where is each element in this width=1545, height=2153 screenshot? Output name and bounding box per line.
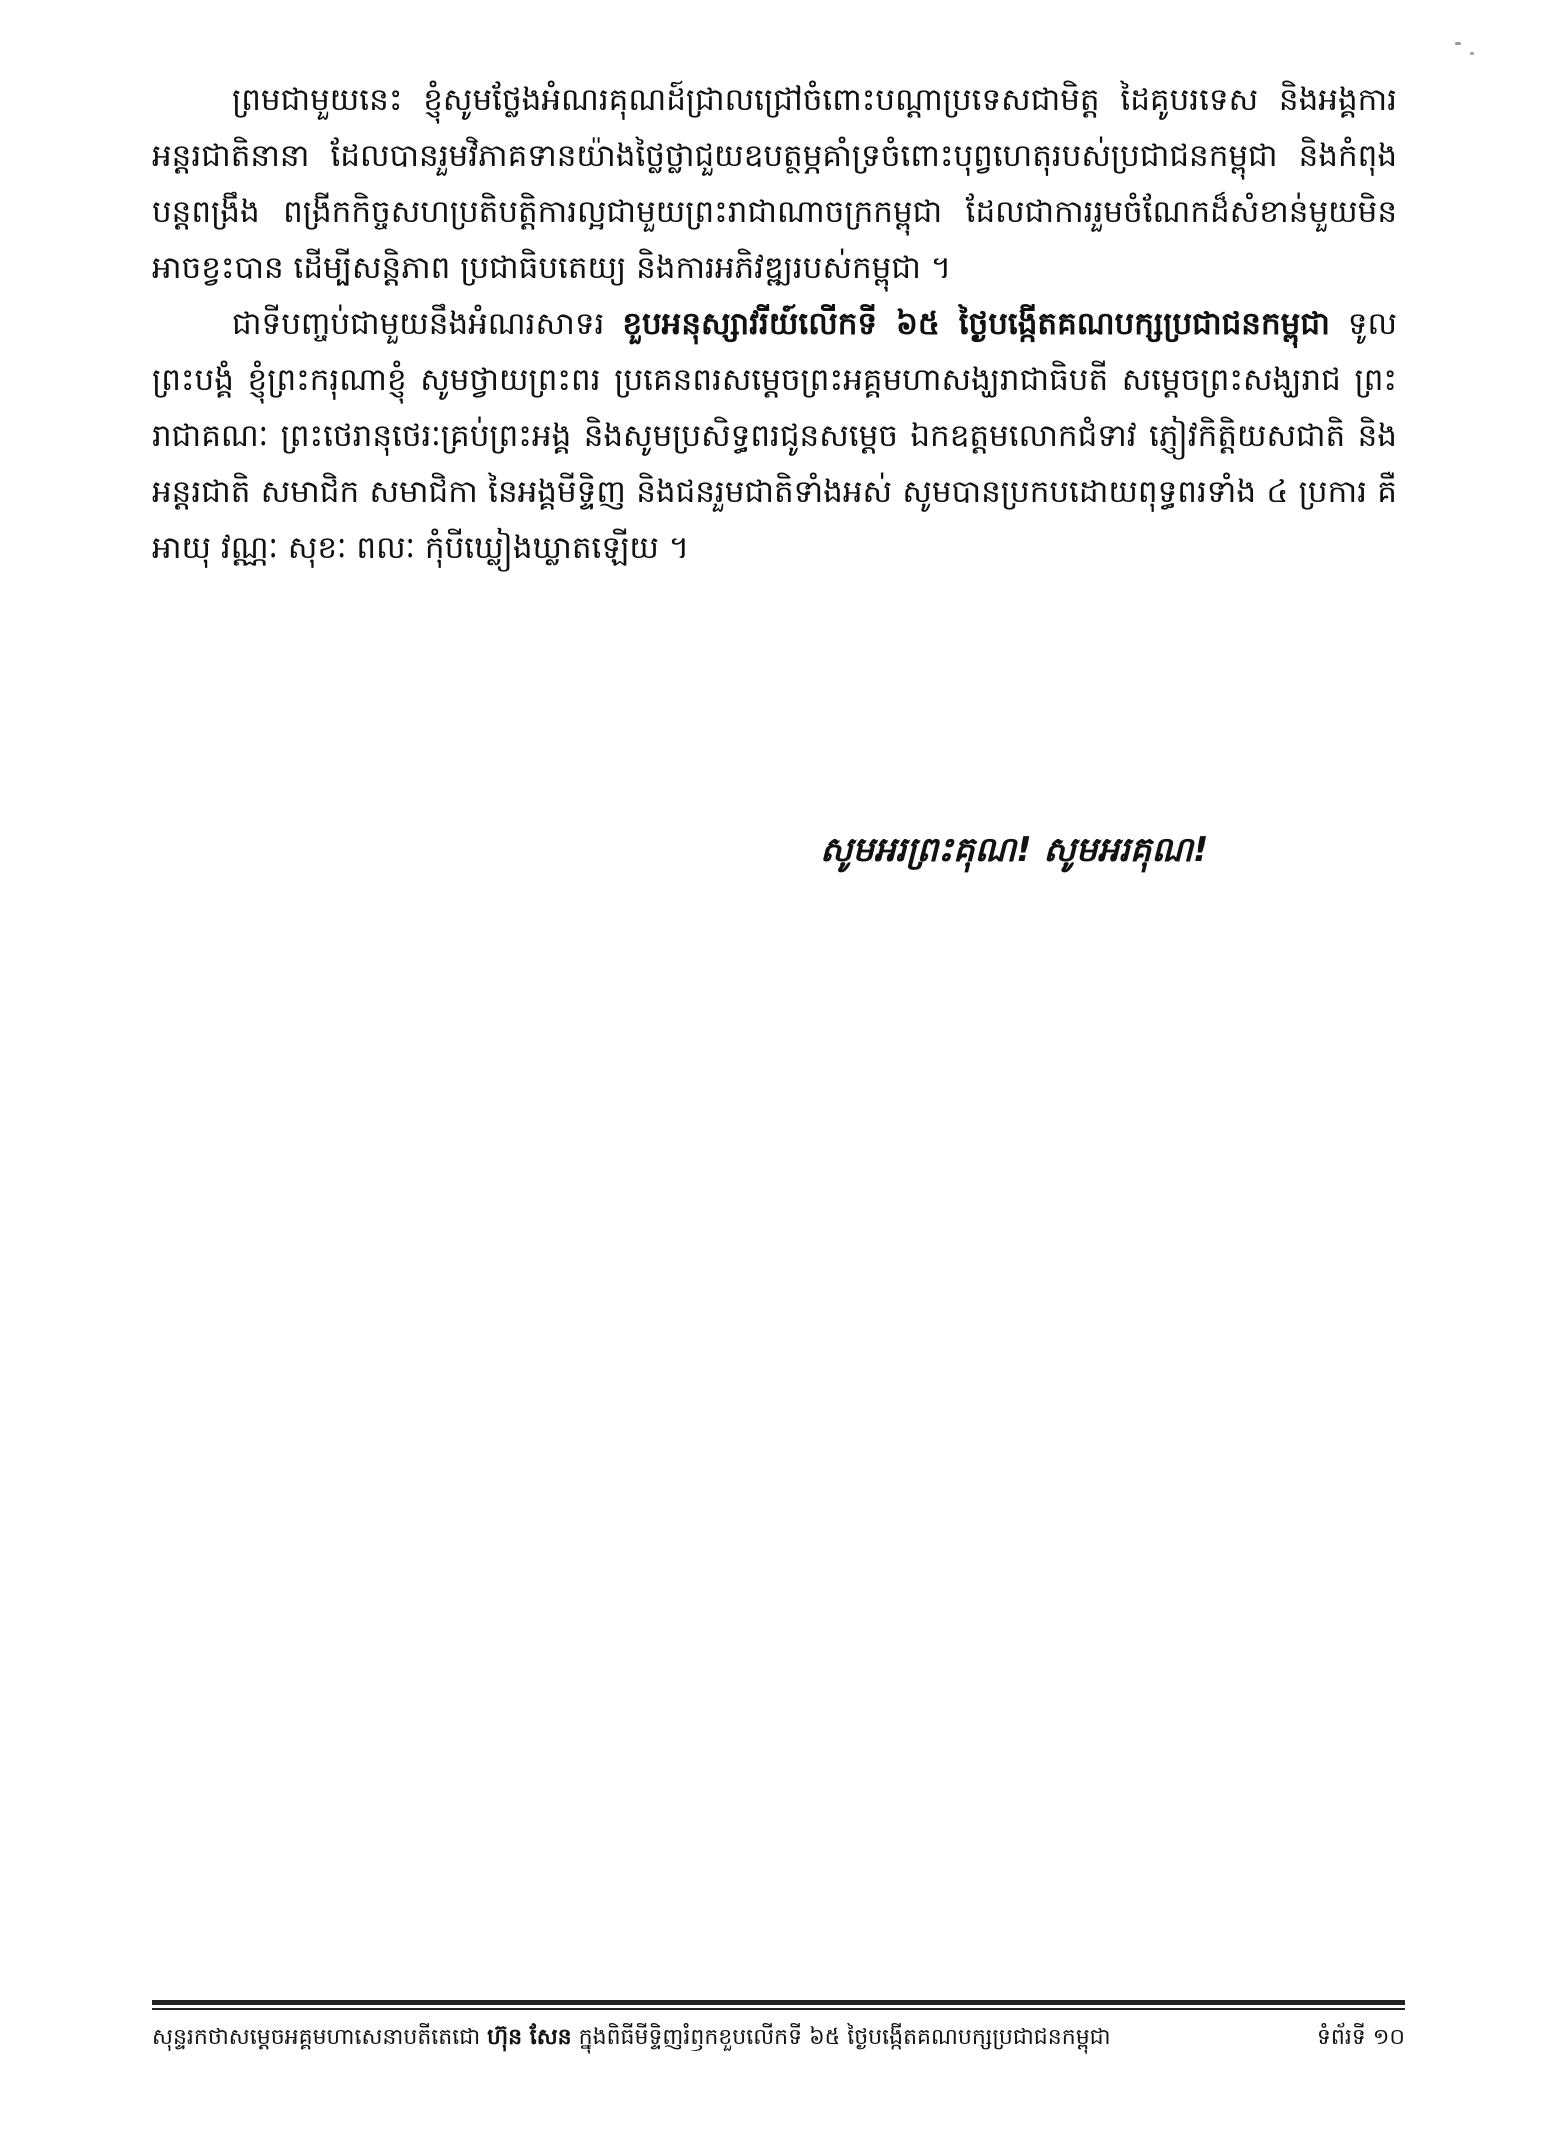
signoff-thanks: សូមអរព្រះគុណ! សូមអរគុណ! [820, 830, 1209, 870]
footer-suffix: ក្នុងពិធីមីទ្ទិញរំឭកខួបលើកទី ៦៥ ថ្ងៃបង្កើតគណបក្សប្រជាជនកម្ពុជា [571, 2025, 1111, 2050]
footer-prefix: សុន្ទរកថាសម្តេចអគ្គមហាសេនាបតីតេជោ [152, 2025, 488, 2050]
footer-rule-thin [152, 2008, 1405, 2010]
closing-rest: ទូលព្រះបង្គំ ខ្ញុំព្រះករុណាខ្ញុំ សូមថ្វាយព្រះពរ ប្រគេនពរសម្តេចព្រះអគ្គមហាសង្ឃរាជាធិបតី សម្តេចព្រះសង្ឃរាជ ព្រះរាជាគណៈ ព្រះថេរានុថេរៈគ្រប់ព្រះអង្គ និងសូមប្រសិទ្ធពរជូនសម្តេច ឯកឧត្តមលោកជំទាវ ភ្ញៀវកិត្តិយសជាតិ និងអន្តរជាតិ សមាជិក សមាជិកា នៃអង្គមីទ្ទិញ និងជនរួមជាតិទាំងអស់ សូមបានប្រកបដោយពុទ្ធពរទាំង ៤ ប្រការ គឺ អាយុ វណ្ណៈ សុខៈ ពលៈ កុំបីឃ្លៀងឃ្លាតឡើយ ។ [152, 306, 1398, 566]
scan-speck [1470, 52, 1474, 55]
paragraph-acknowledgement: ព្រមជាមួយនេះ ខ្ញុំសូមថ្លែងអំណរគុណដ៍ជ្រាលជ្រៅចំពោះបណ្តាប្រទេសជាមិត្ត ដៃគូបរទេស និងអង្គការអន្តរជាតិនានា ដែលបានរួមវិភាគទានយ៉ាងថ្លៃថ្លាជួយឧបត្ថម្ភគាំទ្រចំពោះបុព្វហេតុរបស់ប្រជាជនកម្ពុជា និងកំពុងបន្តពង្រឹង ពង្រីកកិច្ចសហប្រតិបត្តិការល្អជាមួយព្រះរាជាណាចក្រកម្ពុជា ដែលជាការរួមចំណែកដ៏សំខាន់មួយមិនអាចខ្វះបាន ដើម្បីសន្តិភាព ប្រជាធិបតេយ្យ និងការអភិវឌ្ឍរបស់កម្ពុជា ។ [152, 82, 1397, 286]
footer-name: ហ៊ុន សែន [487, 2025, 572, 2050]
paragraph-closing [152, 296, 1397, 576]
closing-lead: ជាទីបញ្ចប់ជាមួយនឹងអំណរសាទរ [232, 306, 623, 342]
footer-rule [152, 2000, 1405, 2005]
scan-speck [1455, 42, 1461, 45]
page-number: ទំព័រទី ១០ [1316, 2025, 1405, 2050]
footer-title [152, 2018, 1162, 2058]
closing-anniversary-bold: ខួបអនុស្សាវរីយ៍លើកទី ៦៥ ថ្ងៃបង្កើតគណបក្សប្រជាជនកម្ពុជា [622, 306, 1330, 342]
body-text [152, 72, 1397, 576]
